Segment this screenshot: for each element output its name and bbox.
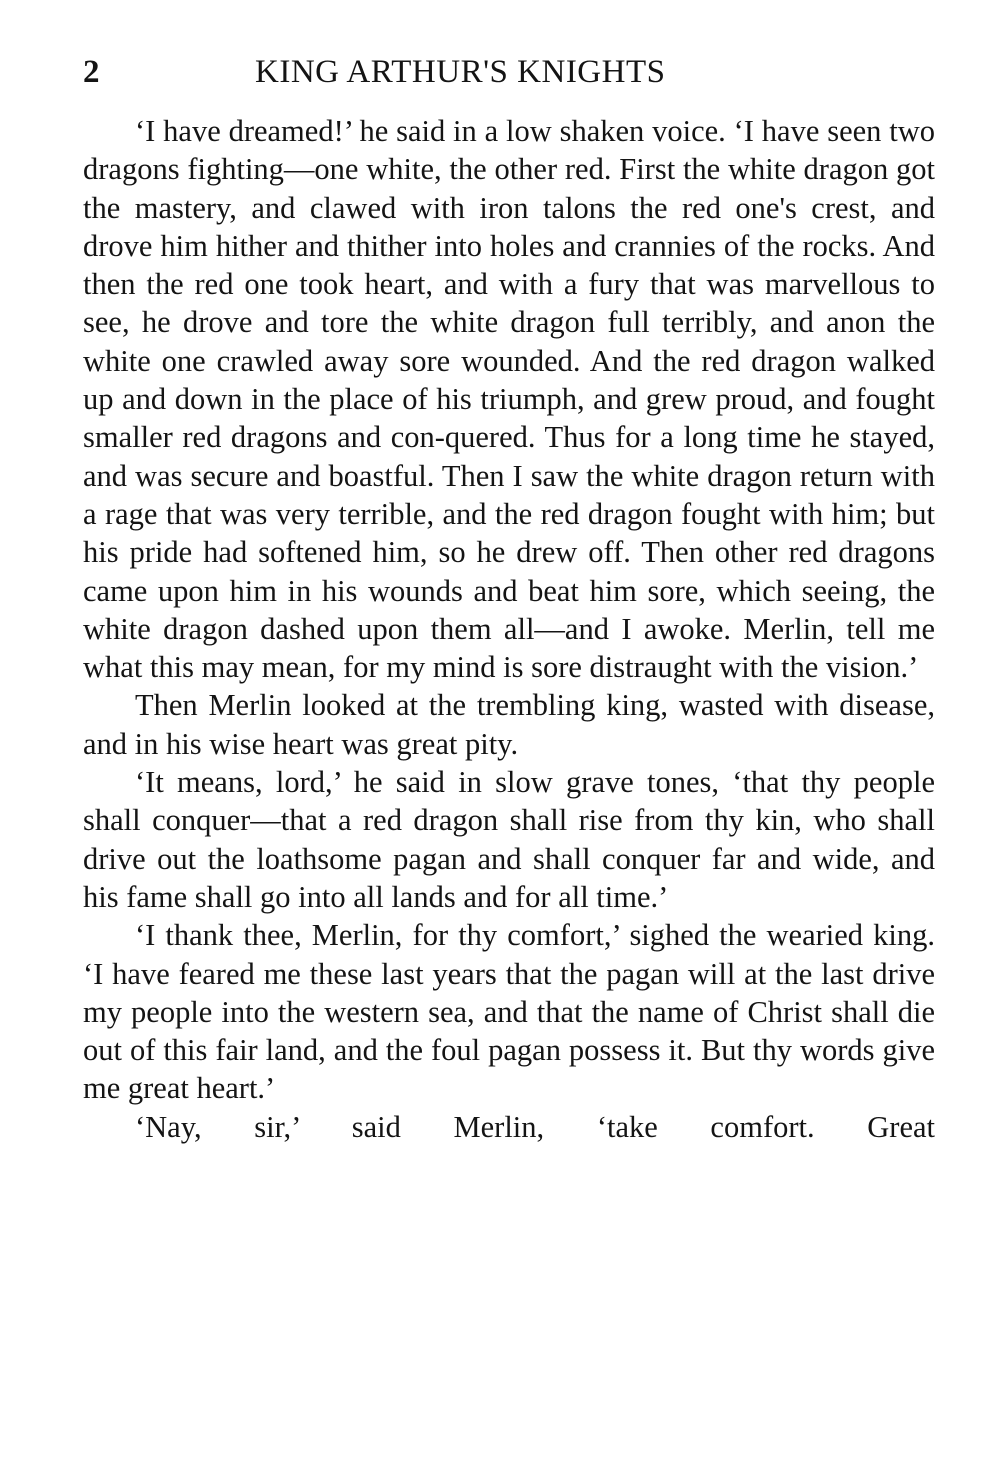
page-number: 2 [83,54,100,90]
book-page [83,50,935,1146]
page-header [83,50,935,102]
paragraph-dream: ‘I have dreamed!’ he said in a low shaken voice. ‘I have seen two dragons fighting—one white, the other red. First the white dragon got the mastery, and clawed with iron talons the red one's crest, and drove him hither and thither into holes and crannies of the rocks. And then the red one took heart, and with a fury that was marvellous to see, he drove and tore the white dragon full terribly, and anon the white one crawled away sore wounded. And the red dragon walked up and down in the place of his triumph, and grew proud, and fought smaller red dragons and con-quered. Thus for a long time he stayed, and was secure and boastful. Then I saw the white dragon return with a rage that was very terrible, and the red dragon fought with him; but his pride had softened him, so he drew off. Then other red dragons came upon him in his wounds and beat him sore, which seeing, the white dragon dashed upon them all—and I awoke. Merlin, tell me what this may mean, for my mind is sore distraught with the vision.’ [83,114,935,685]
paragraph-it-means: ‘It means, lord,’ he said in slow grave tones, ‘that thy people shall conquer—that a red dragon shall rise from thy kin, who shall drive out the loathsome pagan and shall conquer far and wide, and his fame shall go into all lands and for all time.’ [83,765,935,914]
paragraph-merlin-looked: Then Merlin looked at the trembling king, wasted with disease, and in his wise heart was great pity. [83,688,935,761]
paragraph-thank-thee: ‘I thank thee, Merlin, for thy comfort,’ sighed the wearied king. ‘I have feared me these last years that the pagan will at the last drive my people into the western sea, and that the name of Christ shall die out of this fair land, and the foul pagan possess it. But thy words give me great heart.’ [83,918,935,1106]
body-text [83,112,935,1146]
running-title: KING ARTHUR'S KNIGHTS [255,54,666,90]
paragraph-nay-sir: ‘Nay, sir,’ said Merlin, ‘take comfort. Great [135,1109,935,1144]
